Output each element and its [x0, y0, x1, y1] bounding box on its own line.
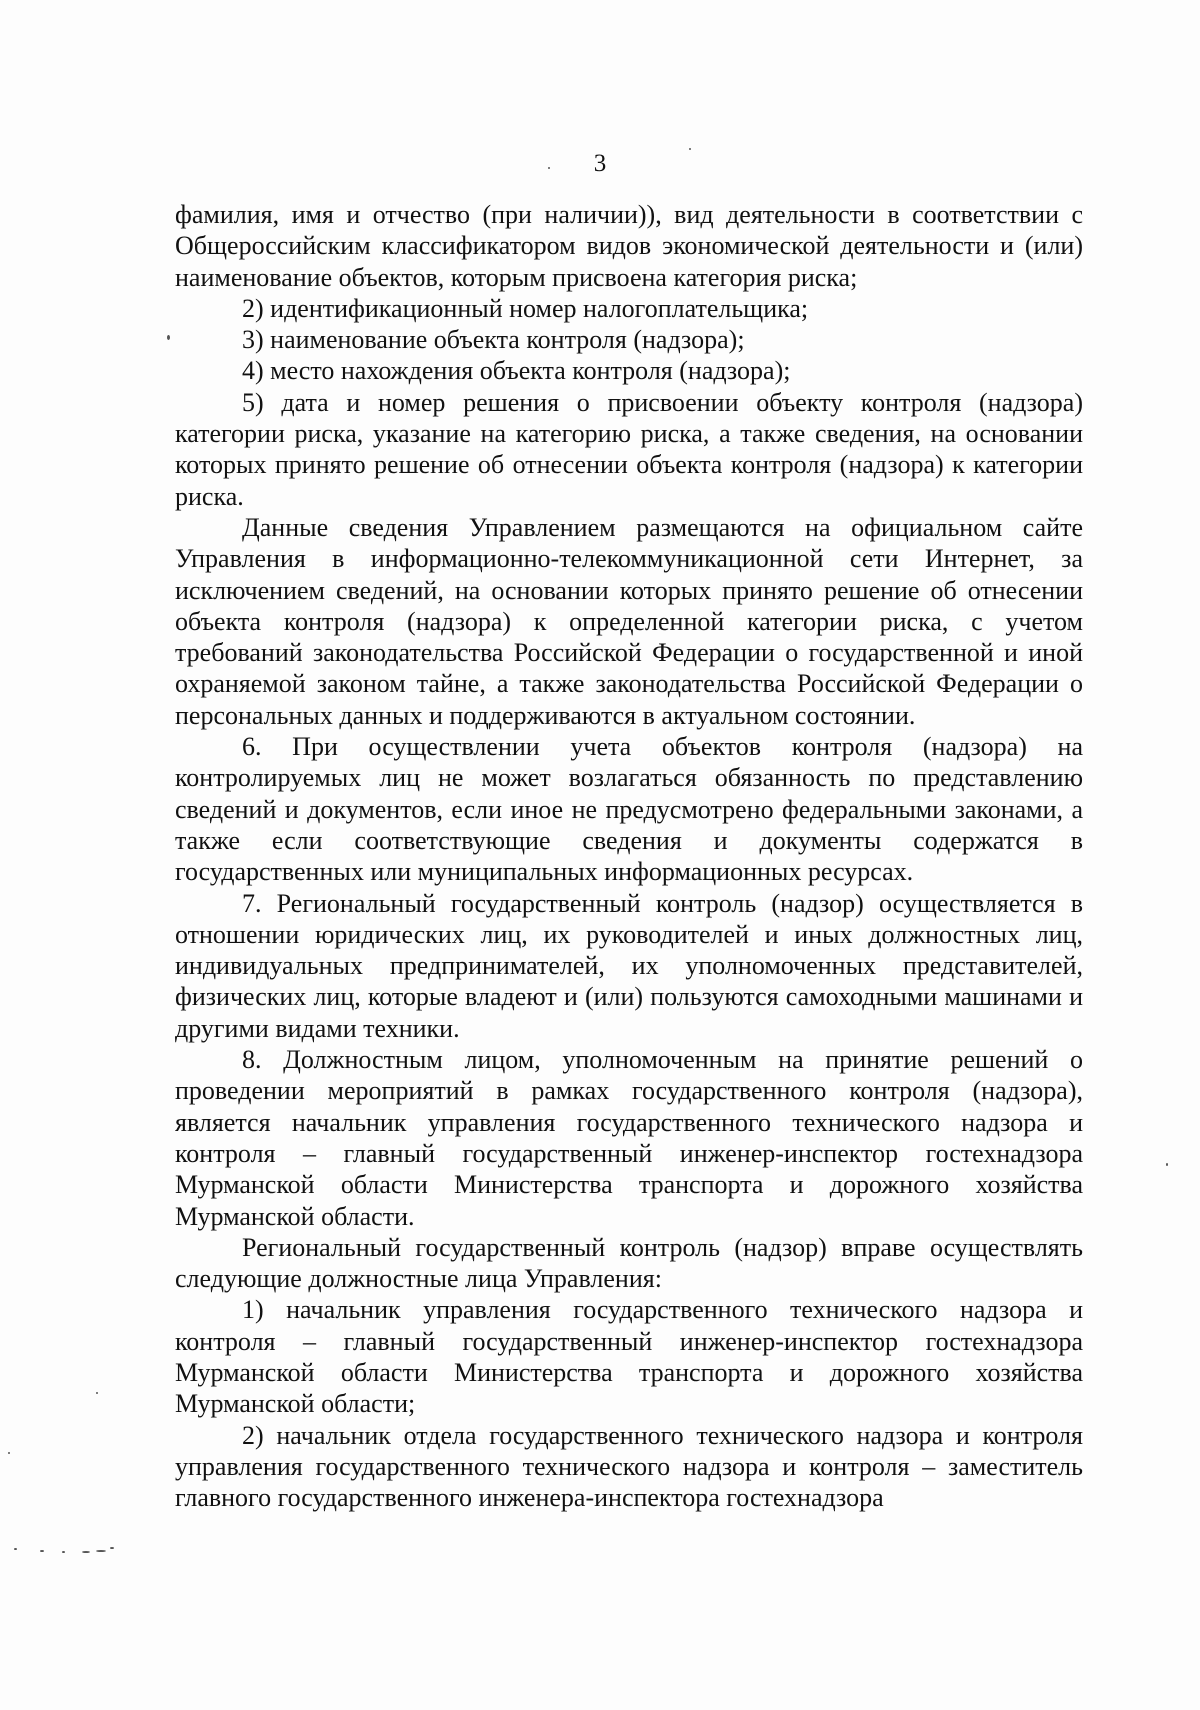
scan-speck: [167, 335, 170, 340]
list-item-risk-decision: 5) дата и номер решения о присвоении объекту контроля (надзора) категории риска, указание на категорию риска, а также сведения, на основании которых принято решение об отнесении объекта контроля (надзора) к категории риска.: [175, 387, 1083, 511]
scan-speck: [548, 167, 550, 169]
list-item-object-location: 4) место нахождения объекта контроля (надзора);: [242, 356, 791, 386]
clause-7: 7. Региональный государственный контроль (надзор) осуществляется в отношении юридических лиц, их руководителей и иных должностных лиц, индивидуальных предпринимателей, их уполномоченных представителей, физических лиц, которые владеют и (или) пользуются самоходными машинами и другими видами техники.: [175, 888, 1083, 1043]
scan-speck: [14, 1548, 17, 1550]
officials-item-2: 2) начальник отдела государственного технического надзора и контроля управления государственного технического надзора и контроля – заместитель главного государственного инженера-инспектора гостехнадзора: [175, 1420, 1083, 1513]
scan-speck: [1166, 1163, 1168, 1166]
list-item-inn: 2) идентификационный номер налогоплательщика;: [242, 293, 809, 323]
document-body: [175, 199, 1083, 1513]
scan-speck: [96, 1392, 98, 1394]
paragraph-publication: Данные сведения Управлением размещаются на официальном сайте Управления в информационно-телекоммуникационной сети Интернет, за исключением сведений, на основании которых принято решение об отнесении объекта контроля (надзора) к определенной категории риска, с учетом требований законодательства Российской Федерации о государственной и иной охраняемой законом тайне, а также законодательства Российской Федерации о персональных данных и поддерживаются в актуальном состоянии.: [175, 512, 1083, 730]
paragraph-officials-intro: Региональный государственный контроль (надзор) вправе осуществлять следующие должностные лица Управления:: [175, 1232, 1083, 1294]
scan-speck: [110, 1547, 114, 1549]
paragraph-continuation: фамилия, имя и отчество (при наличии)), вид деятельности в соответствии с Общероссийским классификатором видов экономической деятельности и (или) наименование объектов, которым присвоена категория риска;: [175, 200, 1083, 292]
scan-speck: [96, 1550, 106, 1552]
list-item-object-name: 3) наименование объекта контроля (надзора);: [242, 325, 745, 355]
scan-speck: [689, 148, 691, 150]
scan-speck: [8, 1452, 10, 1454]
clause-8: 8. Должностным лицом, уполномоченным на принятие решений о проведении мероприятий в рамках государственного контроля (надзора), является начальник управления государственного технического надзора и контроля – главный государственный инженер-инспектор гостехнадзора Мурманской области Министерства транспорта и дорожного хозяйства Мурманской области.: [175, 1045, 1083, 1231]
clause-6: 6. При осуществлении учета объектов контроля (надзора) на контролируемых лиц не может возлагаться обязанность по представлению сведений и документов, если иное не предусмотрено федеральными законами, а также если соответствующие сведения и документы содержатся в государственных или муниципальных информационных ресурсах.: [175, 732, 1083, 887]
page-number: 3: [593, 150, 607, 177]
scan-speck: [82, 1551, 90, 1553]
scan-speck: [40, 1550, 44, 1552]
officials-item-1: 1) начальник управления государственного технического надзора и контроля – главный государственный инженер-инспектор гостехнадзора Мурманской области Министерства транспорта и дорожного хозяйства Мурманской области;: [175, 1295, 1083, 1419]
scan-speck: [62, 1551, 65, 1553]
